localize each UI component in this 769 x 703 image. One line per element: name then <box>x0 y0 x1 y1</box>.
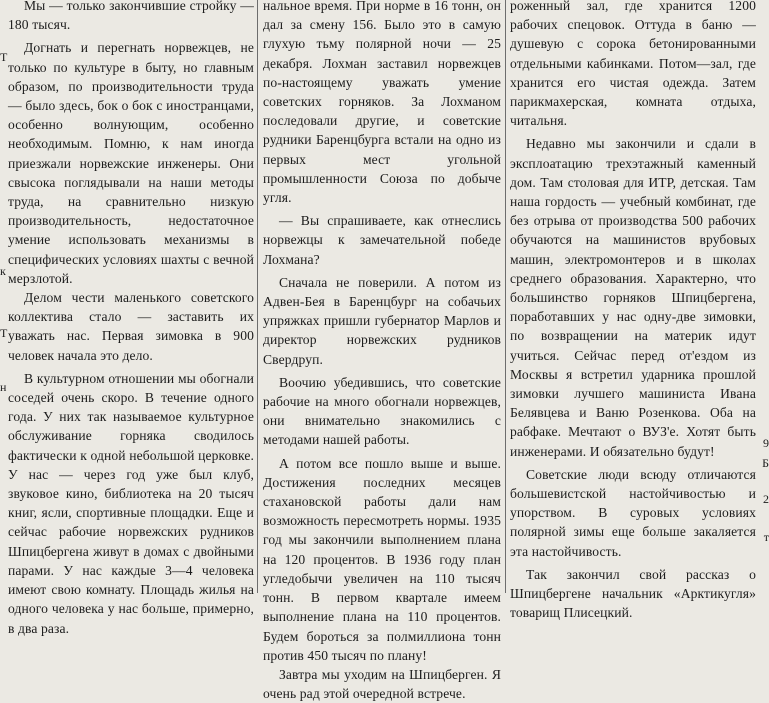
column-divider <box>505 0 506 593</box>
margin-fragment: Т <box>0 326 8 340</box>
margin-fragment: к <box>0 264 6 278</box>
article-column-2 <box>263 0 501 702</box>
paragraph: — Вы спрашиваете, как отнеслись норвежцы к замечательной победе Лохмана? <box>263 213 501 267</box>
margin-fragment: 9 <box>763 436 769 450</box>
right-margin-fragments <box>761 0 769 593</box>
paragraph: Делом чести маленького советского коллектива стало — заставить их уважать нас. Первая зимовка в 900 человек начала это дело. <box>8 290 254 363</box>
column-divider <box>257 0 258 593</box>
paragraph: В культурном отношении мы обогнали соседей очень скоро. В течение одного года. У них так называемое культурное обслуживание горняка сводилось фактически к одной небольшой церковке. У нас — через год уже был клуб, звуковое кино, библиотека на 20 тысяч книг, ясли, спортивные площадки. Еще и сейчас рабочие норвежских рудников Шпицбергена живут в домах с двойными парами. У нас каждые 3—4 человека имеют свою комнату. Площадь жилья на одного человека у нас больше, примерно, в два раза. <box>8 370 254 636</box>
paragraph: А потом все пошло выше и выше. Достижения последних месяцев стахановской работы дали нам возможность пересмотреть нормы. 1935 год мы закончили выполнением плана на 120 процентов. В 1936 году план угледобычи увеличен на 110 тысяч тонн. В первом квартале имеем выполнение плана на 110 процентов. Будем бороться за полмиллиона тонн против 450 тысяч по плану! <box>263 455 501 663</box>
paragraph: Завтра мы уходим на Шпицберген. Я очень рад этой очередной встрече. <box>263 666 501 702</box>
paragraph: Догнать и перегнать норвежцев, не только по культуре в быту, но главным образом, по производительности труда — было здесь, бок о бок с иностранцами, особенно волнующим, особенно необходимым. Помню, к нам иногда приезжали норвежские инженеры. Они свысока поглядывали на наши методы труда, на сравнительно низкую производительность, недостаточное умение использовать механизмы в специфических условиях шахты с вечной мерзлотой. <box>8 40 254 286</box>
paragraph: нальное время. При норме в 16 тонн, он дал за смену 156. Было это в самую глухую тьму полярной ночи — 25 декабря. Лохман заставил норвежцев по-настоящему уважать умение советских горняков. За Лохманом последовали другие, и советские рудники Баренцбурга встали на одно из первых мест угольной промышленности Союза по добыче угля. <box>263 0 501 206</box>
paragraph: Недавно мы закончили и сдали в эксплоатацию трехэтажный каменный дом. Там столовая для ИТР, детская. Там наша гордость — учебный комбинат, где без отрыва от производства 500 рабочих обучаются на машинистов врубовых машин, электромонтеров и в школах среднего образования. Характерно, что большинство горняков Шпицбергена, поработавших у нас одну-две зимовки, по возвращении на материк идут учиться. Сейчас перед от'ездом из Москвы я встретил ударника прошлой зимовки лучшего машиниста Ивана Белявцева и Ваню Розенкова. Оба на рабфаке. Мечтают о ВУЗ'е. Хотят быть инженерами. И обязательно будут! <box>510 136 756 459</box>
paragraph: Так закончил свой рассказ о Шпицбергене начальник «Арктикугля» товарищ Плисецкий. <box>510 566 756 621</box>
margin-fragment: Т <box>0 50 8 64</box>
margin-fragment: н <box>0 380 7 394</box>
paragraph: Мы — только закончившие стройку — 180 тысяч. <box>8 0 254 33</box>
margin-fragment: 2 <box>763 492 769 506</box>
margin-fragment: Б <box>762 456 769 470</box>
article-column-3 <box>510 0 756 621</box>
paragraph: Сначала не поверили. А потом из Адвен-Бея в Баренцбург на собачьих упряжках пришли губернатор Марлов и директор норвежских рудников Свердруп. <box>263 274 501 367</box>
left-margin-fragments <box>0 0 8 593</box>
margin-fragment: т <box>763 530 769 544</box>
article-column-1 <box>8 0 254 636</box>
paragraph: Советские люди всюду отличаются большевистской настойчивостью и упорством. В суровых условиях полярной зимы еще больше закаляется эта настойчивость. <box>510 466 756 559</box>
paragraph: Воочию убедившись, что советские рабочие на много обогнали норвежцев, они внимательно знакомились с методами нашей работы. <box>263 374 501 448</box>
paragraph: роженный зал, где хранится 1200 рабочих спецовок. Оттуда в баню — душевую с сорока бетонированными отдельными кабинками. Потом—зал, где хранится его чистая одежда. Затем парикмахерская, комната отдыха, читальня. <box>510 0 756 129</box>
